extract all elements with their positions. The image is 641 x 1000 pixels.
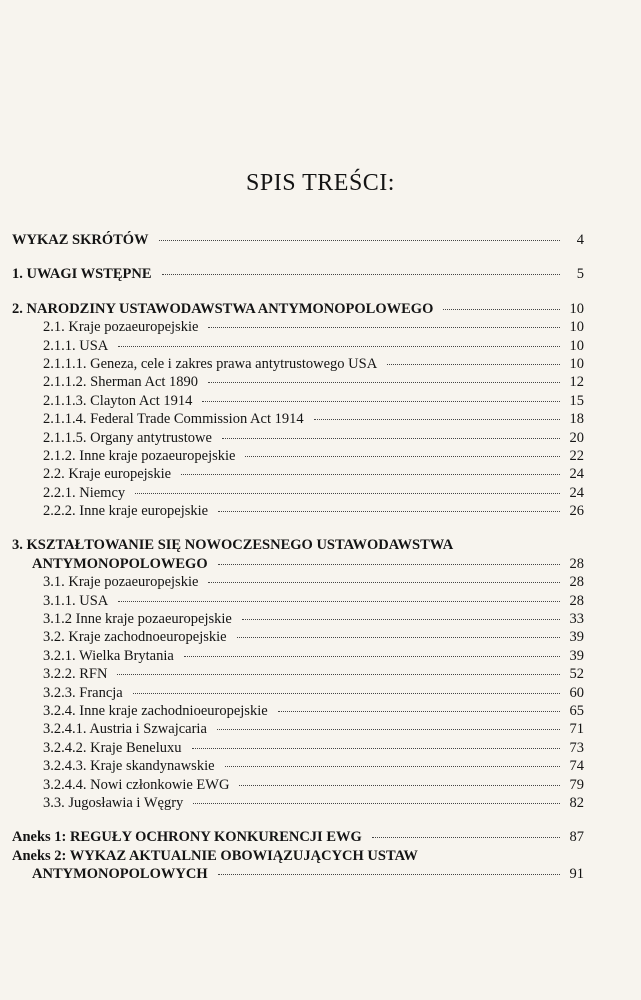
toc-entry-page: 20 [569,429,584,446]
toc-entry [12,301,584,319]
toc-entry-label: 3. KSZTAŁTOWANIE SIĘ NOWOCZESNEGO USTAWODAWSTWA [12,537,454,554]
toc-entry-label: ANTYMONOPOLOWEGO [32,555,208,572]
leader-dots [218,563,560,565]
leader-dots [218,873,560,875]
toc-entry [12,466,584,484]
toc-entry [12,685,584,703]
toc-entry [12,393,584,411]
toc-entry-page: 39 [569,629,584,646]
toc-entry-page: 73 [569,739,584,756]
toc-entry-label: 2.1.1. USA [43,337,109,354]
toc-entry-page: 10 [569,337,584,354]
leader-dots [208,326,560,328]
leader-dots [118,600,560,602]
toc-entry-label: 2.1. Kraje pozaeuropejskie [43,319,199,336]
toc-entry [12,721,584,739]
toc-entry [12,556,584,574]
leader-dots [162,273,560,275]
toc-entry-page: 60 [569,684,584,701]
toc-entry-page: 18 [569,411,584,428]
toc-entry-page: 5 [576,266,584,283]
toc-entry [12,338,584,356]
toc-entry-label: 2.2.1. Niemcy [43,484,126,501]
toc-entry-page: 10 [569,300,584,317]
leader-dots [237,636,560,638]
toc-entry [12,666,584,684]
toc-entry-page: 52 [569,666,584,683]
leader-dots [222,437,560,439]
toc-entry [12,430,584,448]
toc-entry-label: 2.2. Kraje europejskie [43,466,172,483]
toc-entry [12,448,584,466]
toc-entry-label: WYKAZ SKRÓTÓW [12,232,149,248]
leader-dots [387,363,560,365]
toc-entry-page: 39 [569,647,584,664]
leader-dots [208,381,560,383]
toc-entry-page: 12 [569,374,584,391]
toc-entry-page: 87 [569,829,584,846]
leader-dots [192,747,560,749]
leader-dots [133,692,560,694]
toc-entry-label: 3.2.2. RFN [43,666,108,683]
toc-entry-label: 2.1.2. Inne kraje pozaeuropejskie [43,447,236,464]
leader-dots [193,802,560,804]
leader-dots [184,655,560,657]
toc-entry-page: 10 [569,355,584,372]
toc-entry [12,574,584,592]
toc-entry-label: 3.2.1. Wielka Brytania [43,647,174,664]
leader-dots [218,510,560,512]
toc-entry-page: 26 [569,503,584,520]
toc-entry [12,629,584,647]
leader-dots [118,345,560,347]
toc-entry-page: 91 [569,866,584,883]
toc-entry [12,266,584,284]
leader-dots [314,418,560,420]
toc-entry-page: 28 [569,592,584,609]
leader-dots [245,455,560,457]
toc-entry [12,740,584,758]
toc-entry [12,848,584,866]
toc-entry-page: 82 [569,794,584,811]
toc-entry [12,611,584,629]
toc-entry-label: 2.2.2. Inne kraje europejskie [43,503,209,520]
toc-entry-label: Aneks 1: REGUŁY OCHRONY KONKURENCJI EWG [12,829,362,846]
toc-entry [12,593,584,611]
toc-entry [12,866,584,884]
toc-entry-label: 3.1. Kraje pozaeuropejskie [43,574,199,591]
toc-entry [12,503,584,521]
toc-entry [12,537,584,555]
leader-dots [443,308,560,310]
toc-entry-label: 3.1.1. USA [43,592,109,609]
toc-entry [12,485,584,503]
toc-entry [12,356,584,374]
toc-entry-page: 71 [569,721,584,738]
toc-entry-page: 79 [569,776,584,793]
toc-entry-page: 22 [569,447,584,464]
leader-dots [159,239,560,241]
toc-entry [12,703,584,721]
toc-entry-label: 3.2. Kraje zachodnoeuropejskie [43,629,227,646]
toc-entry-label: 3.2.4.4. Nowi członkowie EWG [43,776,230,793]
toc-entry-label: Aneks 2: WYKAZ AKTUALNIE OBOWIĄZUJĄCYCH USTAW [12,847,418,864]
toc-entry-page: 65 [569,702,584,719]
toc-entry-label: 2. NARODZINY USTAWODAWSTWA ANTYMONOPOLOWEGO [12,300,434,317]
toc-entry-label: 2.1.1.1. Geneza, cele i zakres prawa antytrustowego USA [43,355,378,372]
leader-dots [181,473,560,475]
toc-entry [12,795,584,813]
toc-entry-page: 33 [569,611,584,628]
toc-entry-label: 2.1.1.4. Federal Trade Commission Act 1914 [43,411,304,428]
toc-entry-label: 3.2.3. Francja [43,684,123,701]
toc-entry-label: 2.1.1.5. Organy antytrustowe [43,429,212,446]
leader-dots [372,836,560,838]
toc-entry-label: 1. UWAGI WSTĘPNE [12,266,152,283]
page-title: SPIS TREŚCI: [246,170,395,196]
toc-entry-page: 4 [576,232,584,248]
leader-dots [135,492,560,494]
toc-entry [12,758,584,776]
leader-dots [278,710,560,712]
leader-dots [217,728,560,730]
toc-entry [12,648,584,666]
leader-dots [208,581,560,583]
leader-dots [225,765,560,767]
toc-entry-page: 74 [569,758,584,775]
leader-dots [242,618,560,620]
leader-dots [239,784,560,786]
toc-entry-page: 28 [569,555,584,572]
toc-entry-label: 3.2.4.2. Kraje Beneluxu [43,739,182,756]
toc-entry-label: 3.3. Jugosławia i Węgry [43,794,184,811]
toc-entry-page: 24 [569,466,584,483]
toc-entry [12,232,584,250]
toc-entry-page: 10 [569,319,584,336]
toc-entry-label: 3.2.4.1. Austria i Szwajcaria [43,721,207,738]
toc-entry-label: 3.2.4. Inne kraje zachodnioeuropejskie [43,702,268,719]
toc-entry-page: 15 [569,392,584,409]
toc-entry-page: 24 [569,484,584,501]
toc-entry [12,374,584,392]
toc-entry-label: 2.1.1.2. Sherman Act 1890 [43,374,199,391]
toc-entry [12,777,584,795]
table-of-contents [12,232,584,885]
leader-dots [117,673,560,675]
toc-entry-page: 28 [569,574,584,591]
leader-dots [202,400,560,402]
toc-entry-label: 3.2.4.3. Kraje skandynawskie [43,758,215,775]
toc-entry [12,411,584,429]
toc-entry [12,829,584,847]
toc-entry-label: 2.1.1.3. Clayton Act 1914 [43,392,193,409]
toc-entry-label: ANTYMONOPOLOWYCH [32,866,208,883]
toc-entry [12,319,584,337]
toc-entry-label: 3.1.2 Inne kraje pozaeuropejskie [43,611,232,628]
